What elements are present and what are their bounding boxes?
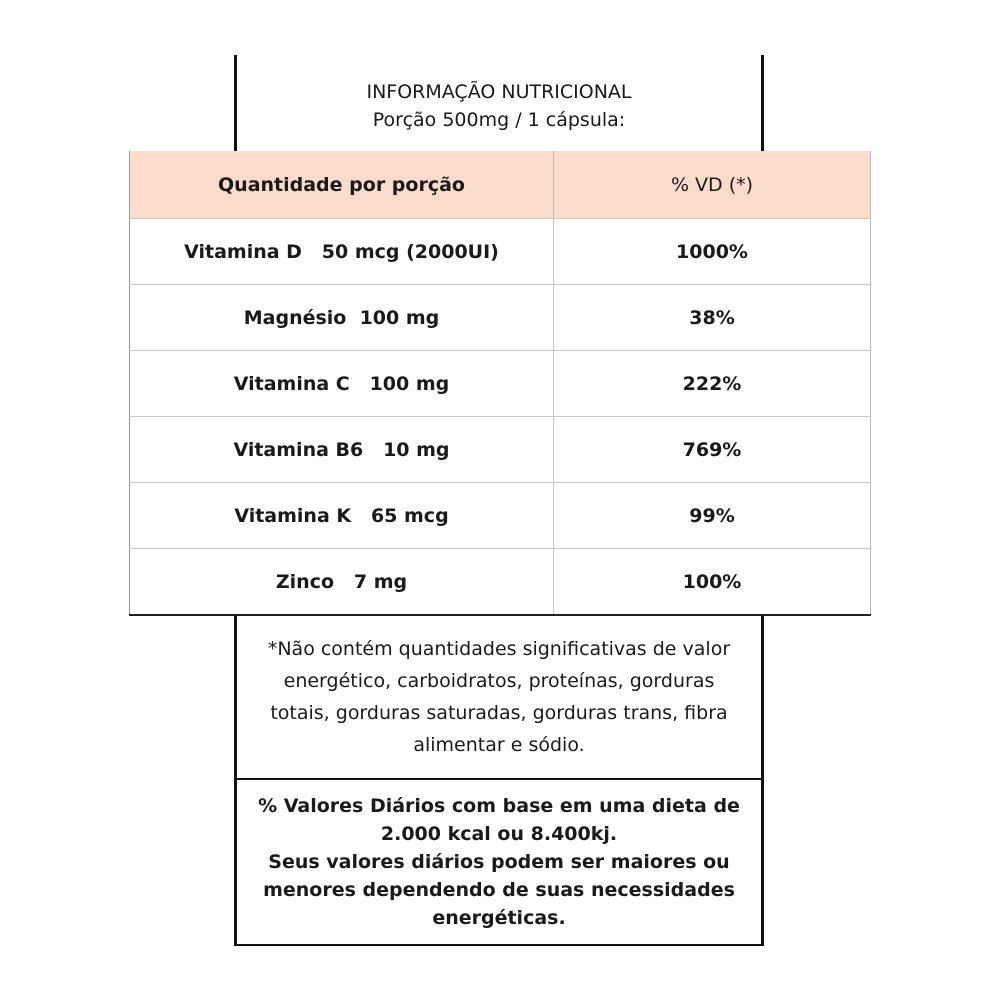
daily-values-footnote <box>234 780 764 946</box>
table-row <box>130 483 871 549</box>
nutrition-title: INFORMAÇÃO NUTRICIONAL <box>366 81 632 103</box>
nutrient-cell: Magnésio 100 mg <box>130 285 554 351</box>
column-header-quantity: Quantidade por porção <box>130 151 554 219</box>
portion-label: Porção 500mg / 1 cápsula: <box>372 109 626 131</box>
table-row <box>130 417 871 483</box>
nutrition-header <box>234 55 764 151</box>
table-row <box>130 351 871 417</box>
footnote-line-1: % Valores Diários com base em uma dieta de 2.000 kcal ou 8.400kj. <box>258 795 740 845</box>
vd-cell: 1000% <box>554 219 871 285</box>
nutrient-cell: Vitamina C 100 mg <box>130 351 554 417</box>
column-header-vd: % VD (*) <box>554 151 871 219</box>
disclaimer-note <box>234 616 764 780</box>
footnote-line-2: Seus valores diários podem ser maiores ou menores dependendo de suas necessidades energéticas. <box>263 851 735 929</box>
nutrient-cell: Vitamina K 65 mcg <box>130 483 554 549</box>
table-row <box>130 549 871 616</box>
vd-cell: 100% <box>554 549 871 616</box>
vd-cell: 38% <box>554 285 871 351</box>
vd-cell: 222% <box>554 351 871 417</box>
table-header-row <box>130 151 871 219</box>
vd-cell: 99% <box>554 483 871 549</box>
nutrition-table <box>129 151 871 616</box>
table-row <box>130 285 871 351</box>
vd-cell: 769% <box>554 417 871 483</box>
disclaimer-text: *Não contém quantidades significativas de valor energético, carboidratos, proteínas, gorduras totais, gorduras saturadas, gorduras trans, fibra alimentar e sódio. <box>267 638 731 756</box>
table-row <box>130 219 871 285</box>
nutrient-cell: Vitamina B6 10 mg <box>130 417 554 483</box>
nutrient-cell: Vitamina D 50 mcg (2000UI) <box>130 219 554 285</box>
nutrient-cell: Zinco 7 mg <box>130 549 554 616</box>
